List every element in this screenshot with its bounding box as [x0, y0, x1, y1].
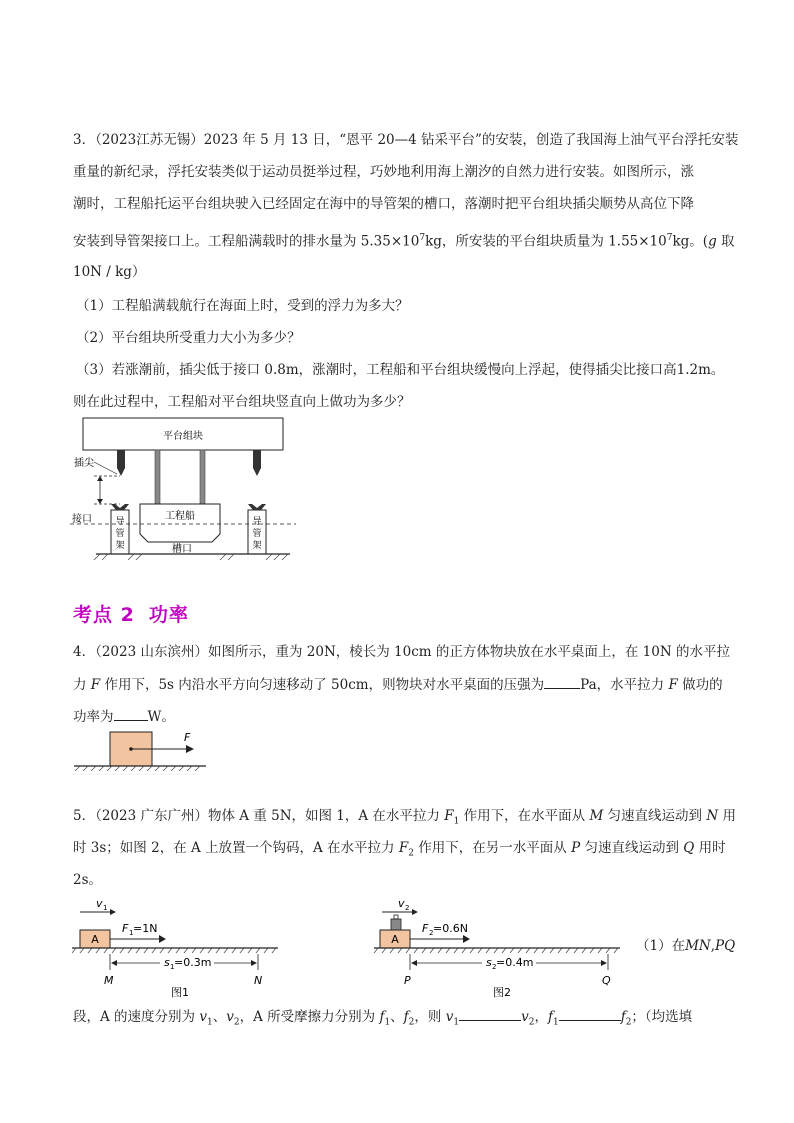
q5-text: 匀速直线运动到: [580, 840, 684, 856]
fig1-velocity-sub: 1: [103, 904, 108, 912]
support-left: [155, 450, 160, 504]
q4-text: Pa，水平拉力: [580, 677, 669, 693]
jacket-right-socket: [248, 504, 266, 510]
power-blank[interactable]: [114, 706, 148, 721]
fig2-force-label: F: [422, 922, 429, 935]
arrow-up: [97, 476, 103, 481]
fig2-velocity-label: v: [398, 897, 405, 910]
section-heading: [73, 600, 189, 627]
table-hatch: [75, 766, 200, 771]
pressure-blank[interactable]: [544, 674, 580, 689]
subscript: 2: [233, 1017, 240, 1028]
q3-line-4: [73, 228, 735, 252]
slot-label: 槽口: [172, 544, 192, 555]
q5-text: 用时: [694, 840, 726, 856]
jacket-left-label: 管: [115, 529, 125, 539]
ship-hull: [140, 504, 220, 542]
fig2-caption: 图2: [493, 986, 511, 999]
q4-text: 力: [73, 677, 91, 693]
tip-leader: [94, 462, 117, 474]
jacket-right-label: 架: [252, 541, 262, 551]
fig1-velocity-label: v: [96, 897, 103, 910]
q4-text: 功率为: [73, 709, 114, 725]
fig1-ground-hatch: [72, 948, 276, 953]
subscript: 1: [552, 1017, 559, 1028]
q5-line-1: [73, 806, 736, 832]
fig2-force-value: =0.6N: [433, 922, 468, 935]
support-right: [200, 450, 205, 504]
var-f: f: [379, 1009, 385, 1025]
var-f: f: [403, 1009, 409, 1025]
fig2-distance-right: [601, 960, 607, 966]
var-F: F: [90, 677, 101, 693]
fig1-force-label: F: [122, 922, 129, 935]
q3-text: kg。(: [672, 233, 709, 250]
q4-text: W。: [147, 709, 175, 725]
exponent: 7: [419, 233, 426, 243]
var-MN: MN: [685, 938, 711, 954]
fig2-force-sub: 2: [429, 929, 434, 937]
q4-line-2: [73, 674, 723, 695]
jacket-right-label: 导: [252, 517, 262, 527]
figure-1: [72, 894, 282, 998]
fig2-block-label: A: [391, 933, 399, 946]
q5-line-3: 2s。: [73, 872, 103, 888]
fig1-distance-label: s: [164, 956, 170, 969]
q3-text: kg，所安装的平台组块质量为 1.55×10: [425, 233, 667, 250]
fig1-point-n: N: [254, 974, 263, 987]
q5-text: 作用下，在水平面从: [459, 808, 590, 824]
fig1-distance-value: =0.3m: [174, 956, 212, 969]
fig1-distance-right: [251, 960, 257, 966]
exponent: 7: [666, 233, 673, 243]
fig1-force-arrowhead: [159, 935, 166, 943]
q5-text: ,: [710, 938, 716, 954]
port-label: 接口: [72, 514, 92, 525]
fig1-force-sub: 1: [129, 929, 134, 937]
fig1-block-label: A: [91, 933, 99, 946]
q5-text: 时 3s；如图 2，在 A 上放置一个钩码，A 在水平拉力: [73, 840, 399, 856]
fig1-force-value: =1N: [133, 922, 158, 935]
fig2-distance-value: =0.4m: [496, 956, 534, 969]
q4-text: 作用下，5s 内沿水平方向匀速移动了 50cm，则物块对水平桌面的压强为: [100, 677, 545, 693]
var-v: v: [521, 1009, 529, 1025]
fig2-point-q: Q: [602, 974, 611, 987]
q5-text: ，A 所受摩擦力分别为: [239, 1009, 380, 1025]
fig2-distance-left: [411, 960, 417, 966]
q5-line-2: [73, 838, 726, 864]
var-v: v: [199, 1009, 207, 1025]
q3-sub-3b: 则在此过程中，工程船对平台组块竖直向上做功为多少？: [73, 394, 411, 410]
fig2-distance-sub: 2: [492, 963, 497, 971]
fig2-ground-hatch: [374, 948, 618, 953]
q3-sub-2: （2）平台组块所受重力大小为多少？: [76, 330, 301, 346]
q3-sub-3: （3）若涨潮前，插尖低于接口 0.8m，涨潮时，工程船和平台组块缓慢向上浮起，使得插尖比接口高1.2m。: [76, 362, 725, 378]
force-arrowhead: [186, 745, 194, 753]
platform-figure: [60, 414, 300, 564]
q5-text: ；（均选填: [631, 1009, 693, 1025]
jacket-left-label: 导: [115, 517, 125, 527]
figure-2: [374, 894, 624, 998]
subscript: 2: [408, 848, 414, 859]
q4-line-3: [73, 706, 175, 727]
tip-left: [117, 450, 125, 468]
fig2-velocity-arrowhead: [412, 909, 418, 915]
arrow-down: [97, 499, 103, 504]
subscript: 2: [528, 1017, 535, 1028]
q5-text: 5．（2023 广东广州）物体 A 重 5N，如图 1，A 在水平拉力: [73, 808, 445, 824]
block-figure: [72, 728, 212, 770]
q4-line-1: 4．（2023 山东滨州）如图所示，重为 20N，棱长为 10cm 的正方体物块放在水平桌面上，在 10N 的水平拉: [73, 644, 730, 660]
fig2-velocity-sub: 2: [405, 904, 410, 912]
tip-left-point: [117, 468, 125, 476]
tip-right: [253, 450, 261, 468]
fig1-distance-sub: 1: [170, 963, 175, 971]
q5-text: 用: [718, 808, 736, 824]
q3-sub-1: （1）工程船满载航行在海面上时，受到的浮力为多大？: [76, 298, 409, 314]
tip-right-point: [253, 468, 261, 476]
var-F: F: [398, 840, 409, 856]
q3-line-2: 重量的新纪录，浮托安装类似于运动员挺举过程，巧妙地利用海上潮汐的自然力进行安装。如图所示，涨: [73, 164, 694, 180]
q5-text: ，则: [414, 1009, 446, 1025]
var-N: N: [706, 808, 719, 824]
q5-text: 匀速直线运动到: [603, 808, 707, 824]
q5-text: ，: [534, 1009, 548, 1025]
fig1-velocity-arrowhead: [110, 909, 116, 915]
var-f: f: [620, 1009, 626, 1025]
section-number: 考点 2: [73, 604, 135, 626]
var-Q: Q: [683, 840, 695, 856]
q3-line-3: 潮时，工程船托运平台组块驶入已经固定在海中的导管架的槽口，落潮时把平台组块插尖顺势从高位下降: [73, 196, 694, 212]
q5-text: 段，A 的速度分别为: [73, 1009, 200, 1025]
fig2-weight-hook: [394, 915, 398, 919]
fig2-force-arrowhead: [463, 935, 470, 943]
var-P: P: [571, 840, 581, 856]
var-v: v: [445, 1009, 454, 1025]
fig1-point-m: M: [104, 974, 114, 987]
subscript: 1: [206, 1017, 213, 1028]
var-g: g: [708, 233, 717, 250]
fig1-distance-left: [111, 960, 117, 966]
subscript: 2: [625, 1017, 632, 1028]
tip-label: 插尖: [74, 458, 94, 469]
velocity-compare-blank[interactable]: [459, 1006, 521, 1021]
fig1-caption: 图1: [171, 986, 189, 999]
q5-text: 作用下，在另一水平面从: [413, 840, 572, 856]
q4-text: 做功的: [677, 677, 723, 693]
q5-text: 、: [390, 1009, 404, 1025]
q3-text: 安装到导管架接口上。工程船满载时的排水量为 5.35×10: [73, 233, 420, 250]
q3-line-1: 3．（2023江苏无锡）2023 年 5 月 13 日，“恩平 20—4 钻采平台”的安装，创造了我国海上油气平台浮托安装: [73, 132, 739, 148]
var-PQ: PQ: [715, 938, 736, 954]
subscript: 1: [453, 1017, 460, 1028]
force-label: F: [184, 731, 191, 744]
var-v: v: [226, 1009, 234, 1025]
fig2-weight: [391, 919, 401, 930]
ship-label: 工程船: [165, 511, 195, 522]
subscript: 1: [453, 816, 460, 827]
q3-text: 取: [716, 233, 735, 250]
q5-line-4: [73, 1006, 692, 1033]
section-title: 功率: [148, 604, 189, 626]
var-M: M: [589, 808, 604, 824]
friction-compare-blank[interactable]: [559, 1006, 621, 1021]
fig2-point-p: P: [404, 974, 411, 987]
q3-line-5: 10N / kg）: [73, 264, 146, 280]
q5-text: （1）在: [636, 938, 686, 954]
q5-side-text: [636, 936, 735, 956]
q5-text: 、: [212, 1009, 227, 1025]
subscript: 2: [408, 1017, 415, 1028]
subscript: 1: [384, 1017, 391, 1028]
jacket-right-label: 管: [252, 529, 262, 539]
jacket-left-socket: [111, 504, 129, 510]
platform-label: 平台组块: [163, 431, 203, 442]
var-f: f: [547, 1009, 553, 1025]
jacket-left-label: 架: [115, 541, 125, 551]
var-F: F: [444, 808, 454, 824]
fig2-distance-label: s: [486, 956, 492, 969]
var-F: F: [668, 677, 678, 693]
